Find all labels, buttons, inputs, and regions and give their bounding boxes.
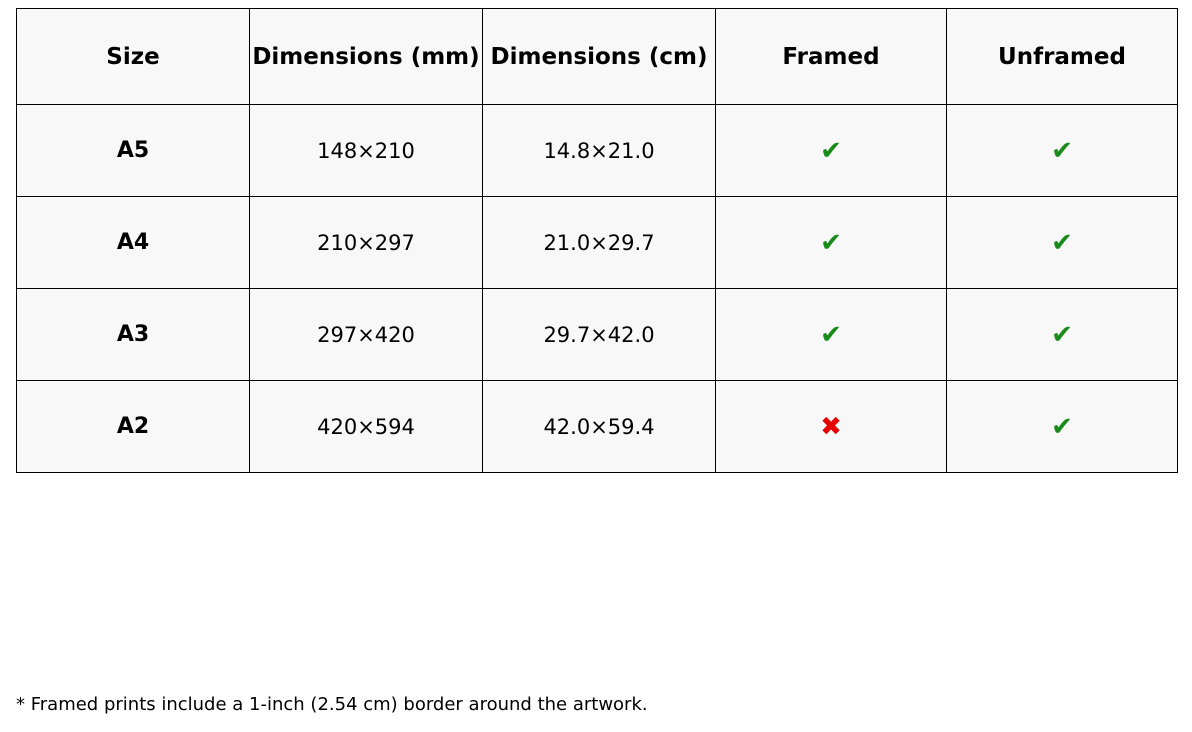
print-size-table xyxy=(16,8,1178,473)
cross-icon: ✖ xyxy=(820,411,842,442)
check-icon: ✔ xyxy=(1051,227,1073,258)
table-row xyxy=(17,197,1178,289)
footnote: * Framed prints include a 1-inch (2.54 cm) border around the artwork. xyxy=(16,694,648,715)
cell-framed xyxy=(716,289,947,381)
cell-dimensions-cm: 29.7×42.0 xyxy=(483,289,716,381)
column-header-unframed: Unframed xyxy=(947,9,1178,105)
table-row xyxy=(17,289,1178,381)
check-icon: ✔ xyxy=(820,227,842,258)
cell-dimensions-mm: 210×297 xyxy=(250,197,483,289)
check-icon: ✔ xyxy=(1051,411,1073,442)
column-header-framed: Framed xyxy=(716,9,947,105)
cell-unframed xyxy=(947,381,1178,473)
table-row xyxy=(17,105,1178,197)
cell-framed xyxy=(716,197,947,289)
check-icon: ✔ xyxy=(1051,135,1073,166)
cell-dimensions-mm: 297×420 xyxy=(250,289,483,381)
cell-dimensions-cm: 42.0×59.4 xyxy=(483,381,716,473)
cell-dimensions-cm: 21.0×29.7 xyxy=(483,197,716,289)
check-icon: ✔ xyxy=(820,319,842,350)
column-header-dimensions-mm: Dimensions (mm) xyxy=(250,9,483,105)
cell-unframed xyxy=(947,197,1178,289)
cell-size: A4 xyxy=(17,197,250,289)
cell-dimensions-cm: 14.8×21.0 xyxy=(483,105,716,197)
cell-framed xyxy=(716,381,947,473)
table-row xyxy=(17,381,1178,473)
cell-unframed xyxy=(947,289,1178,381)
cell-size: A3 xyxy=(17,289,250,381)
cell-dimensions-mm: 148×210 xyxy=(250,105,483,197)
cell-size: A5 xyxy=(17,105,250,197)
cell-unframed xyxy=(947,105,1178,197)
cell-size: A2 xyxy=(17,381,250,473)
column-header-dimensions-cm: Dimensions (cm) xyxy=(483,9,716,105)
table-header-row xyxy=(17,9,1178,105)
column-header-size: Size xyxy=(17,9,250,105)
check-icon: ✔ xyxy=(1051,319,1073,350)
cell-dimensions-mm: 420×594 xyxy=(250,381,483,473)
check-icon: ✔ xyxy=(820,135,842,166)
cell-framed xyxy=(716,105,947,197)
